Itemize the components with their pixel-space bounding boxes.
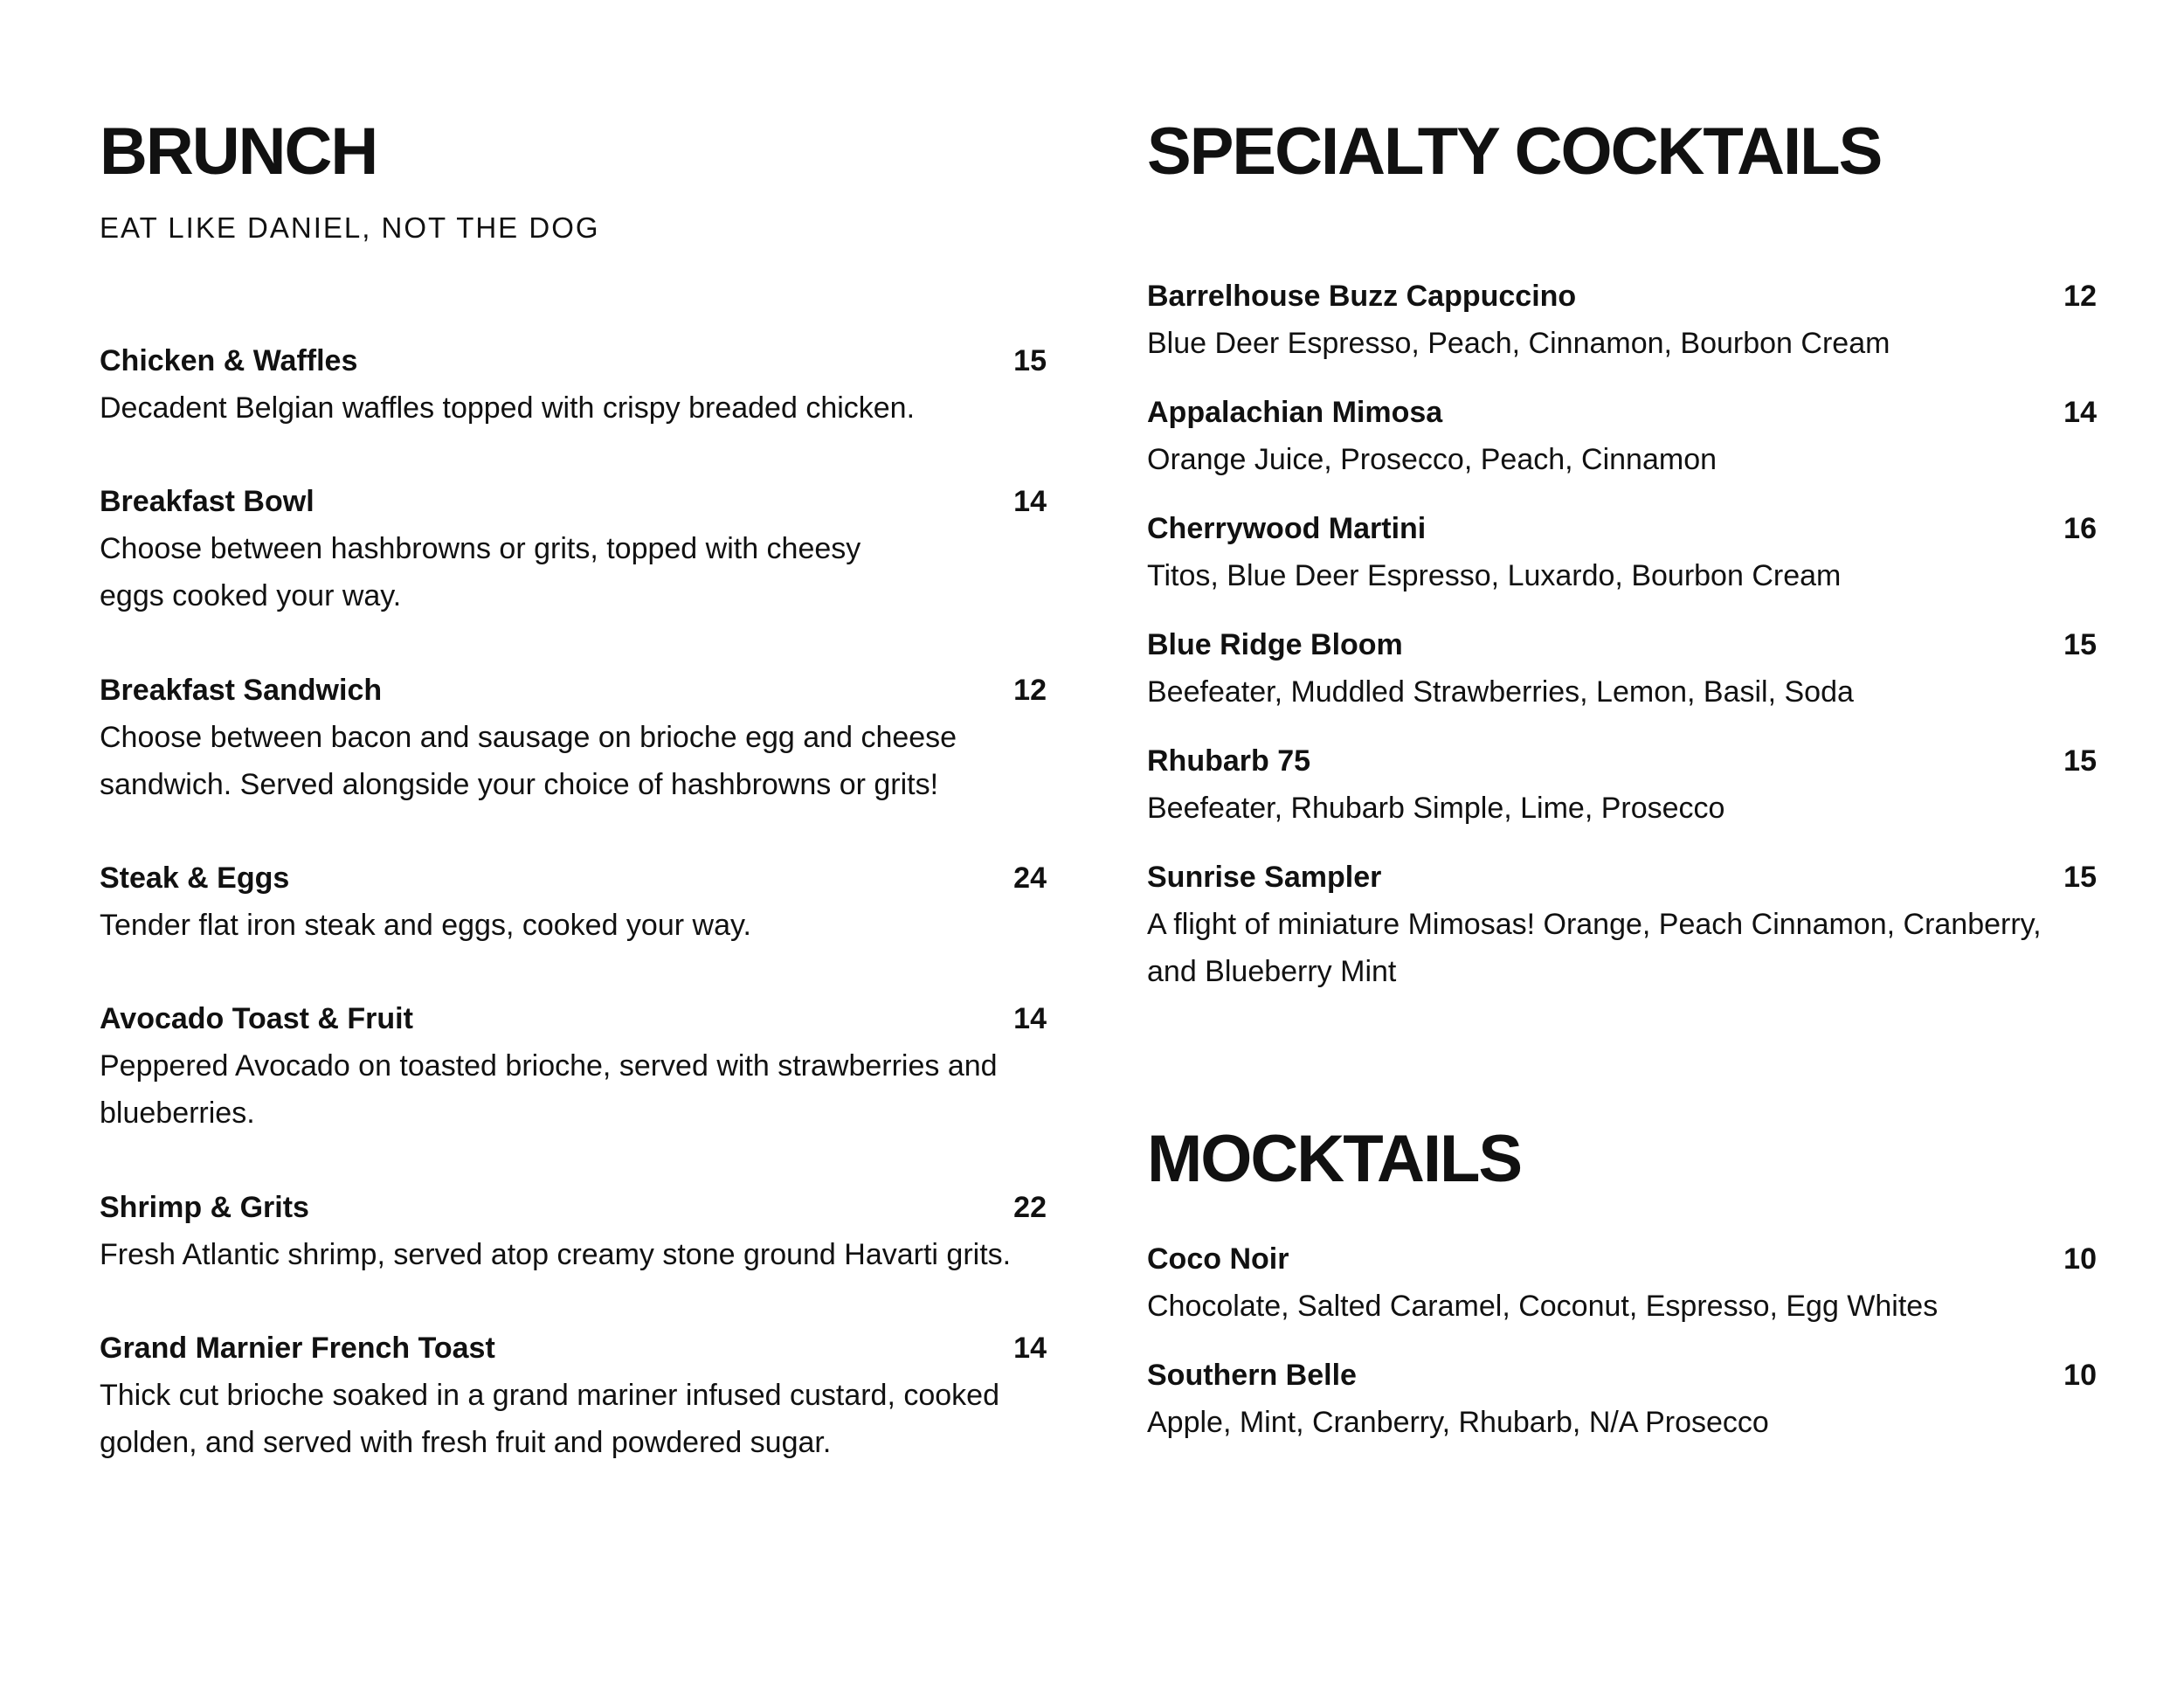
- item-price: 14: [1013, 485, 1047, 518]
- item-price: 12: [1013, 674, 1047, 707]
- item-name: Rhubarb 75: [1147, 744, 1311, 778]
- menu-item-breakfast-bowl: [100, 478, 1047, 619]
- item-description: Beefeater, Muddled Strawberries, Lemon, Basil, Soda: [1147, 675, 1854, 709]
- item-name: Steak & Eggs: [100, 861, 290, 895]
- mocktails-title: MOCKTAILS: [1147, 1122, 1522, 1196]
- item-description-line: eggs cooked your way.: [100, 579, 402, 612]
- item-description: Decadent Belgian waffles topped with crispy breaded chicken.: [100, 391, 916, 425]
- item-description: Beefeater, Rhubarb Simple, Lime, Prosecco: [1147, 792, 1725, 825]
- item-description-line: and Blueberry Mint: [1147, 955, 1397, 988]
- menu-item-sunrise-sampler: [1147, 854, 2097, 995]
- menu-item-shrimp-grits: [100, 1184, 1047, 1278]
- item-name: Avocado Toast & Fruit: [100, 1002, 413, 1035]
- menu-item-steak-eggs: [100, 854, 1047, 949]
- item-name: Grand Marnier French Toast: [100, 1332, 495, 1365]
- item-description-line: Choose between bacon and sausage on brioche egg and cheese: [100, 721, 957, 754]
- menu-item-barrelhouse-buzz: [1147, 273, 2097, 367]
- brunch-title: BRUNCH: [100, 114, 377, 189]
- item-description-line: golden, and served with fresh fruit and powdered sugar.: [100, 1426, 832, 1459]
- menu-item-southern-belle: [1147, 1352, 2097, 1446]
- item-description: Blue Deer Espresso, Peach, Cinnamon, Bourbon Cream: [1147, 327, 1890, 360]
- item-description: Chocolate, Salted Caramel, Coconut, Espresso, Egg Whites: [1147, 1290, 1939, 1323]
- item-price: 15: [2063, 861, 2097, 894]
- item-price: 15: [1013, 344, 1047, 377]
- item-price: 14: [1013, 1002, 1047, 1035]
- item-price: 16: [2063, 512, 2097, 545]
- item-price: 22: [1013, 1191, 1047, 1224]
- menu-item-avocado-toast: [100, 995, 1047, 1137]
- item-price: 14: [2063, 396, 2097, 429]
- item-price: 24: [1013, 861, 1047, 895]
- item-name: Cherrywood Martini: [1147, 512, 1427, 545]
- item-name: Shrimp & Grits: [100, 1191, 309, 1224]
- item-name: Appalachian Mimosa: [1147, 396, 1443, 429]
- item-description-line: sandwich. Served alongside your choice of hashbrowns or grits!: [100, 768, 939, 801]
- item-price: 10: [2063, 1242, 2097, 1276]
- item-description-line: Peppered Avocado on toasted brioche, served with strawberries and: [100, 1049, 998, 1083]
- item-description: Apple, Mint, Cranberry, Rhubarb, N/A Prosecco: [1147, 1406, 1769, 1439]
- item-description: Fresh Atlantic shrimp, served atop creamy stone ground Havarti grits.: [100, 1238, 1012, 1271]
- item-name: Sunrise Sampler: [1147, 861, 1382, 894]
- item-name: Southern Belle: [1147, 1359, 1357, 1392]
- item-description-line: A flight of miniature Mimosas! Orange, Peach Cinnamon, Cranberry,: [1147, 908, 2042, 941]
- item-price: 15: [2063, 744, 2097, 778]
- item-description-line: blueberries.: [100, 1097, 255, 1130]
- item-price: 14: [1013, 1332, 1047, 1365]
- cocktails-title: SPECIALTY COCKTAILS: [1147, 114, 1882, 189]
- item-description-line: Thick cut brioche soaked in a grand mariner infused custard, cooked: [100, 1379, 999, 1412]
- item-name: Breakfast Sandwich: [100, 674, 383, 707]
- brunch-subtitle: EAT LIKE DANIEL, NOT THE DOG: [100, 211, 600, 244]
- item-description: Titos, Blue Deer Espresso, Luxardo, Bourbon Cream: [1147, 559, 1842, 592]
- item-price: 12: [2063, 280, 2097, 313]
- menu-item-french-toast: [100, 1325, 1047, 1466]
- menu-item-cherrywood-martini: [1147, 505, 2097, 599]
- item-price: 10: [2063, 1359, 2097, 1392]
- item-name: Breakfast Bowl: [100, 485, 314, 518]
- item-name: Coco Noir: [1147, 1242, 1289, 1276]
- item-name: Chicken & Waffles: [100, 344, 358, 377]
- item-name: Barrelhouse Buzz Cappuccino: [1147, 280, 1577, 313]
- menu-item-appalachian-mimosa: [1147, 389, 2097, 483]
- item-name: Blue Ridge Bloom: [1147, 628, 1403, 661]
- menu-item-breakfast-sandwich: [100, 667, 1047, 808]
- menu-item-chicken-waffles: [100, 337, 1047, 432]
- item-description: Orange Juice, Prosecco, Peach, Cinnamon: [1147, 443, 1717, 476]
- menu-item-coco-noir: [1147, 1235, 2097, 1330]
- menu-item-blue-ridge-bloom: [1147, 621, 2097, 716]
- item-description-line: Choose between hashbrowns or grits, topped with cheesy: [100, 532, 861, 565]
- item-price: 15: [2063, 628, 2097, 661]
- menu-item-rhubarb-75: [1147, 737, 2097, 832]
- item-description: Tender flat iron steak and eggs, cooked your way.: [100, 909, 751, 942]
